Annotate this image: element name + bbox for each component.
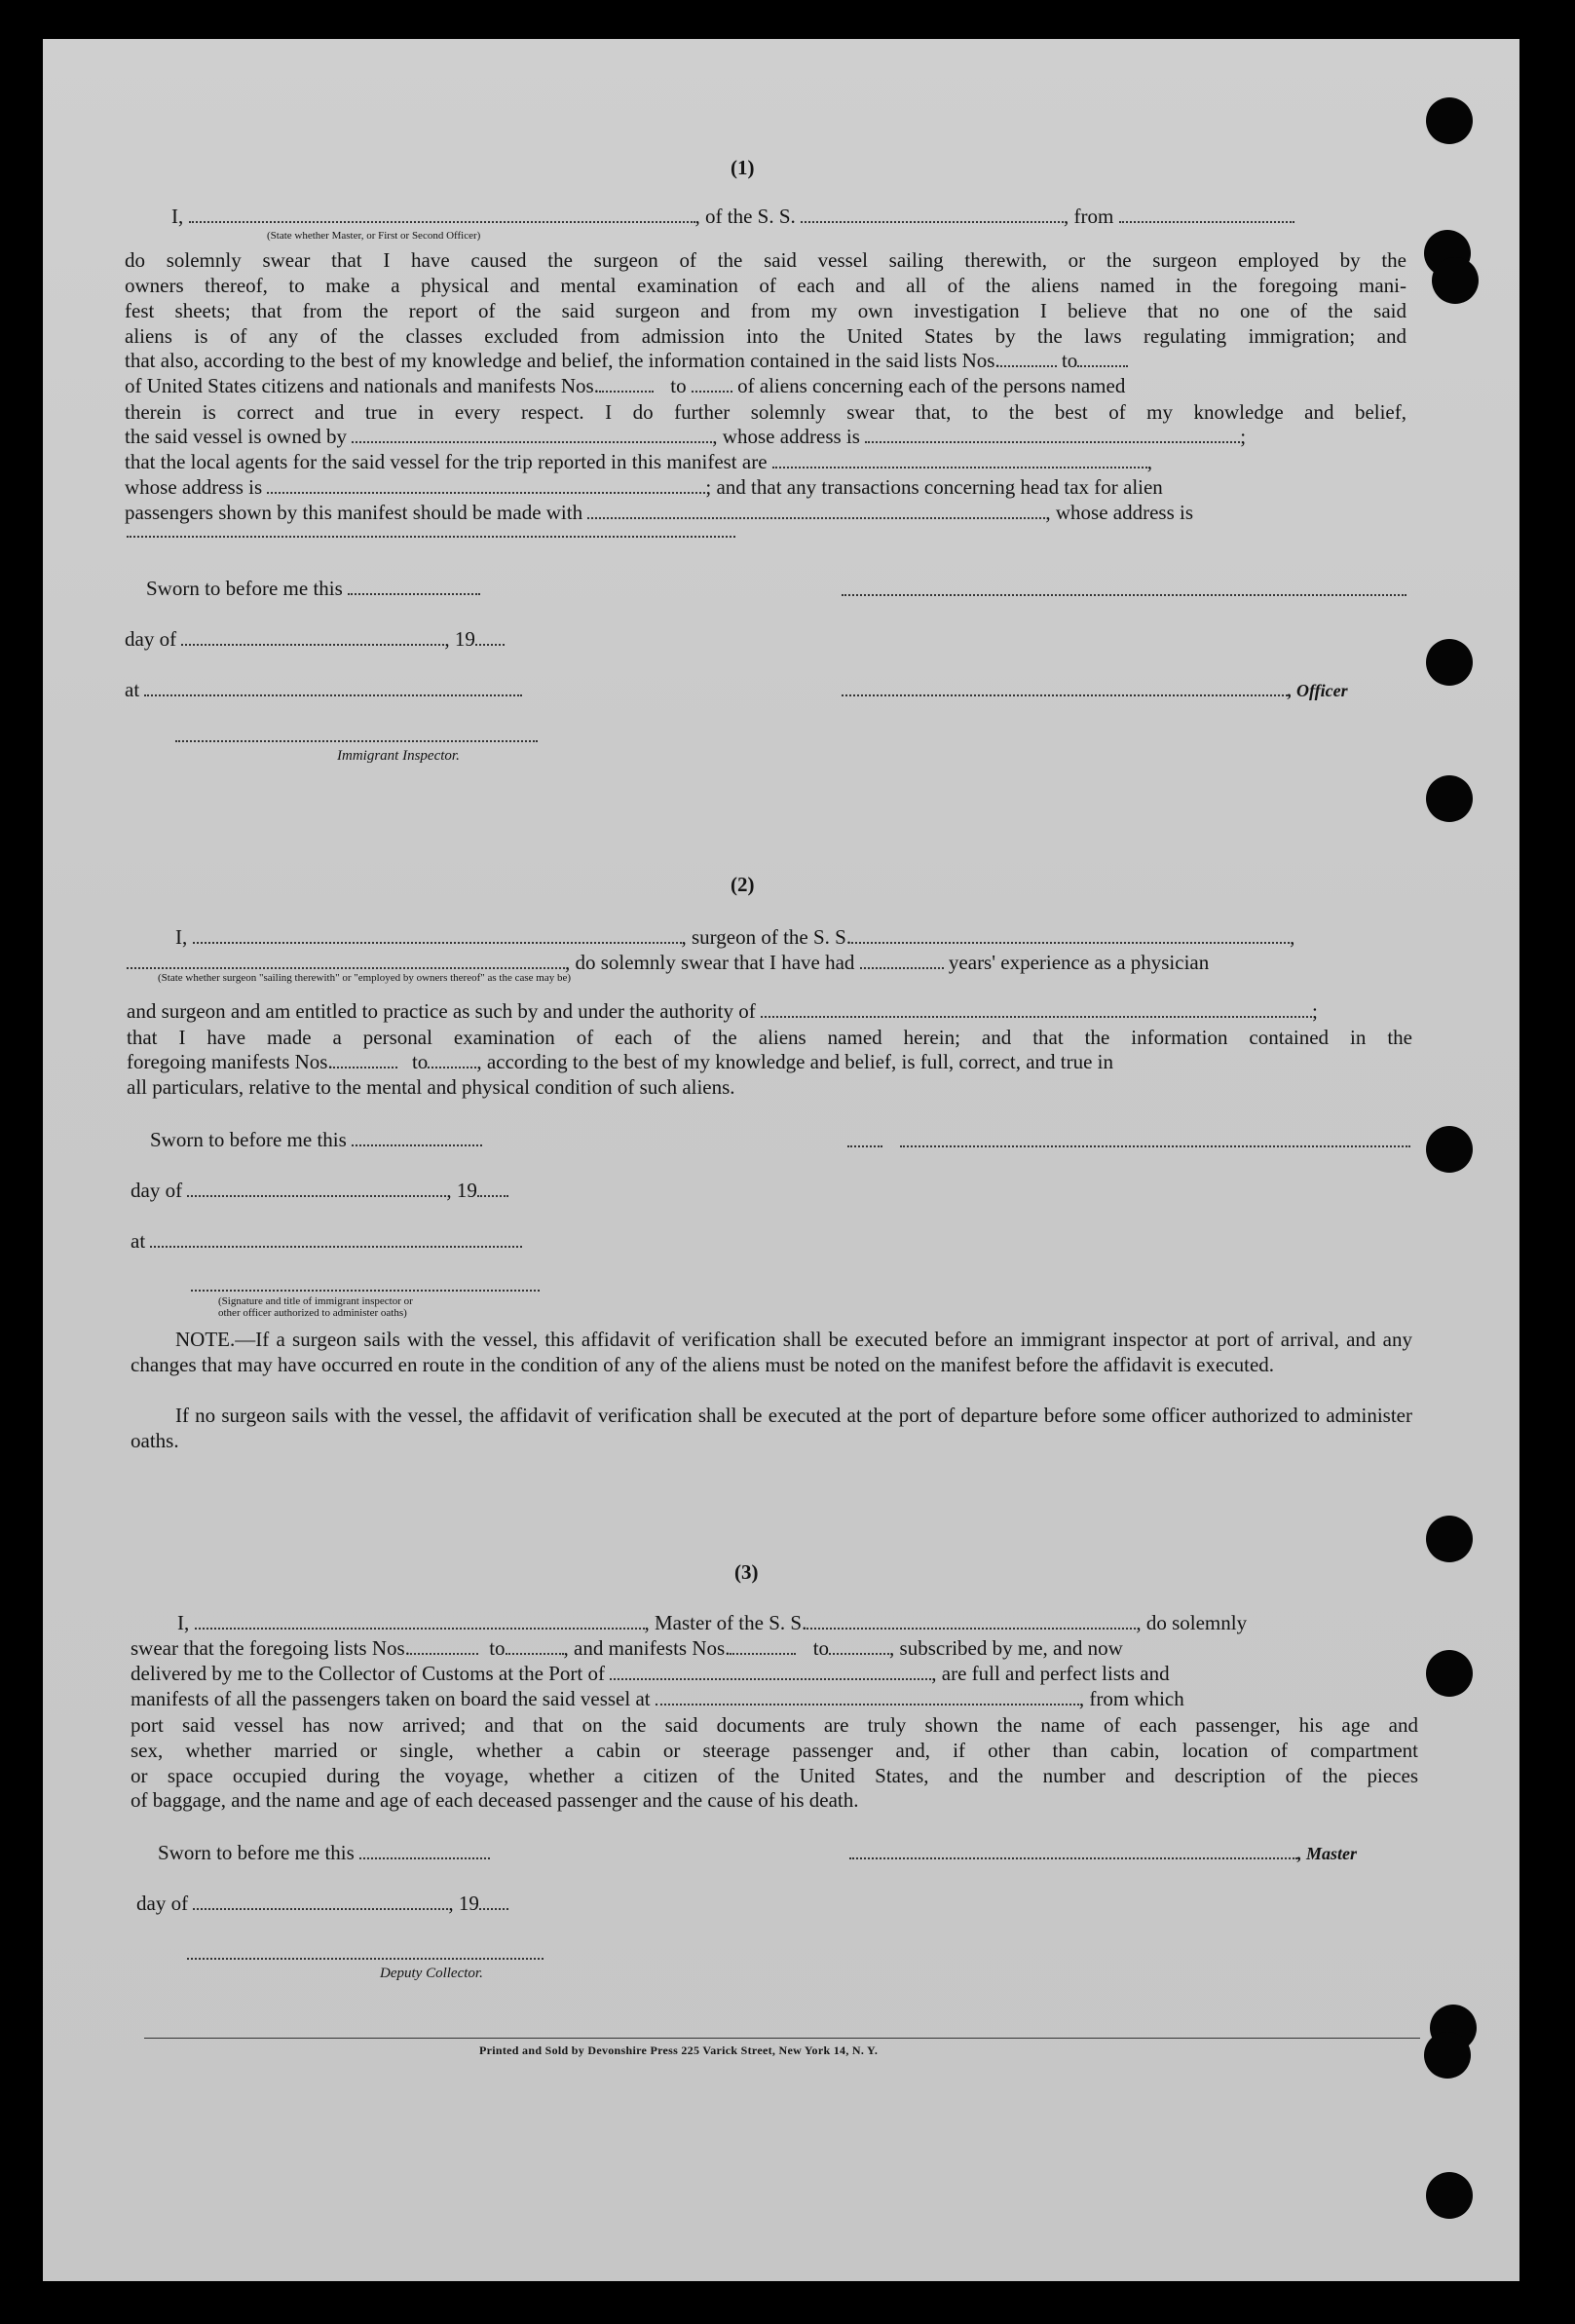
collector-signature-blank[interactable] — [187, 1958, 544, 1960]
year-blank[interactable] — [479, 1893, 508, 1910]
at-blank[interactable] — [144, 679, 522, 696]
punch-hole — [1426, 1126, 1473, 1173]
text: passengers shown by this manifest should be made with — [125, 501, 583, 524]
text: to — [411, 1050, 429, 1073]
note-text: NOTE.—If a surgeon sails with the vessel, this affidavit of verification shall be executed before an immigrant inspector at port of arrival, and any changes that may have occurred en route in the condition of any of the aliens must be noted on the manifest before the affidavit is executed. — [131, 1328, 1412, 1376]
day-blank[interactable] — [181, 628, 444, 646]
text: foregoing manifests Nos. — [127, 1050, 333, 1073]
text: day of — [131, 1179, 183, 1202]
body-line: sex, whether married or single, whether a cabin or steerage passenger and, if other than cabin, location of compartment — [131, 1739, 1418, 1762]
text: Sworn to before me this — [146, 577, 343, 600]
text: Sworn to before me this — [150, 1128, 347, 1151]
text: to — [1061, 349, 1078, 372]
text: , are full and perfect lists and — [931, 1662, 1170, 1685]
section-number: (2) — [731, 873, 755, 896]
punch-hole — [1426, 2172, 1473, 2219]
note-paragraph — [131, 1403, 1412, 1453]
text: , whose address is — [712, 425, 860, 448]
body-line: that I have made a personal examination of each of the aliens named herein; and that the information contained in the — [127, 1026, 1412, 1049]
manifests-from-blank[interactable] — [730, 1637, 796, 1655]
section-number: (3) — [734, 1560, 759, 1584]
boarding-port-blank[interactable] — [656, 1688, 1079, 1706]
text: ; — [1312, 999, 1318, 1023]
body-line: aliens is of any of the classes excluded from admission into the United States by the laws regulating immigration; and — [125, 324, 1406, 348]
text: years' experience as a physician — [948, 951, 1210, 974]
text: , surgeon of the S. S. — [681, 925, 852, 949]
form-page — [43, 39, 1519, 2281]
body-line: do solemnly swear that I have caused the surgeon of the said vessel sailing therewith, or the surgeon employed by the — [125, 248, 1406, 272]
signature-blank[interactable] — [900, 1145, 1410, 1147]
text: , do solemnly swear that I have had — [565, 951, 855, 974]
body-line: or space occupied during the voyage, whether a citizen of the United States, and the number and description of the pieces — [131, 1764, 1418, 1787]
sworn-line — [150, 1128, 482, 1151]
body-line — [125, 349, 1128, 372]
printer-imprint: Printed and Sold by Devonshire Press 225 Varick Street, New York 14, N. Y. — [479, 2043, 879, 2057]
day-line — [131, 1179, 508, 1202]
note-text: If no surgeon sails with the vessel, the affidavit of verification shall be executed at the port of departure before some officer authorized to administer oaths. — [131, 1404, 1412, 1452]
port-blank[interactable] — [610, 1663, 931, 1680]
year-blank[interactable] — [475, 628, 505, 646]
text: delivered by me to the Collector of Customs at the Port of — [131, 1662, 605, 1685]
body-line: port said vessel has now arrived; and that on the said documents are truly shown the name of each passenger, his age and — [131, 1713, 1418, 1737]
body-line — [131, 1662, 1170, 1685]
from-blank[interactable] — [1119, 206, 1294, 223]
section-number: (1) — [731, 156, 755, 179]
text: , 19 — [444, 627, 475, 651]
day-line — [125, 627, 505, 651]
year-blank[interactable] — [477, 1180, 508, 1197]
text: , according to the best of my knowledge and belief, is full, correct, and true in — [476, 1050, 1114, 1073]
owner-address-blank[interactable] — [865, 426, 1240, 443]
signature-blank[interactable] — [847, 1145, 882, 1147]
master-line — [177, 1611, 1247, 1634]
surgeon-note: (State whether surgeon "sailing therewith" or "employed by owners thereof" as the case may be) — [158, 972, 572, 984]
at-line — [125, 678, 522, 701]
manifests-from-blank[interactable] — [599, 375, 654, 393]
sworn-date-blank[interactable] — [348, 578, 480, 595]
text: , — [1146, 450, 1153, 473]
text: , Master — [1297, 1844, 1358, 1863]
manifests-to-blank[interactable] — [829, 1637, 889, 1655]
address-blank[interactable] — [127, 536, 735, 538]
lists-from-blank[interactable] — [410, 1637, 478, 1655]
text: , subscribed by me, and now — [889, 1636, 1123, 1660]
vessel-blank[interactable] — [801, 206, 1064, 223]
owner-blank[interactable] — [352, 426, 712, 443]
body-line — [127, 1050, 1113, 1073]
text: that the local agents for the said vessel for the trip reported in this manifest are — [125, 450, 768, 473]
body-line — [125, 475, 1163, 499]
lists-to-blank[interactable] — [506, 1637, 564, 1655]
text: , from which — [1078, 1687, 1184, 1710]
immigrant-inspector-label: Immigrant Inspector. — [337, 748, 460, 764]
lists-from-blank[interactable] — [1000, 350, 1057, 367]
master-name-blank[interactable] — [195, 1612, 645, 1630]
text: at — [131, 1229, 146, 1253]
head-tax-blank[interactable] — [587, 502, 1045, 519]
authority-blank[interactable] — [761, 1000, 1312, 1018]
body-line — [125, 425, 1246, 448]
text: , Officer — [1288, 681, 1348, 700]
body-line — [125, 450, 1152, 473]
punch-hole — [1432, 257, 1479, 304]
text: , 19 — [448, 1892, 479, 1915]
text: day of — [136, 1892, 189, 1915]
body-line: all particulars, relative to the mental and physical condition of such aliens. — [127, 1075, 735, 1099]
signature-note: (Signature and title of immigrant inspector or — [218, 1295, 413, 1307]
surgeon-line — [127, 951, 1209, 974]
inspector-signature-blank[interactable] — [191, 1290, 540, 1292]
text: , 19 — [446, 1179, 477, 1202]
text: , — [1290, 925, 1295, 949]
lists-to-blank[interactable] — [1077, 350, 1128, 367]
text: , do solemnly — [1136, 1611, 1248, 1634]
note-paragraph — [131, 1327, 1412, 1377]
officer-note: (State whether Master, or First or Second Officer) — [267, 230, 481, 242]
text: ; and that any transactions concerning head tax for alien — [705, 475, 1163, 499]
text: of United States citizens and nationals and manifests Nos. — [125, 374, 599, 397]
vessel-blank[interactable] — [851, 926, 1290, 944]
oath-line — [171, 205, 1294, 228]
body-line — [125, 501, 1193, 524]
vessel-blank[interactable] — [806, 1612, 1136, 1630]
punch-hole — [1426, 97, 1473, 144]
text: I, — [177, 1611, 190, 1634]
text: the said vessel is owned by — [125, 425, 348, 448]
sailing-blank[interactable] — [127, 952, 565, 969]
surgeon-line — [175, 925, 1294, 949]
text: at — [125, 678, 140, 701]
punch-hole — [1426, 775, 1473, 822]
agents-address-blank[interactable] — [267, 476, 705, 494]
text: , and manifests Nos. — [563, 1636, 731, 1660]
body-line — [127, 999, 1318, 1023]
label: I, — [171, 205, 184, 228]
text: ; — [1240, 425, 1247, 448]
body-line — [131, 1687, 1184, 1710]
day-blank[interactable] — [187, 1180, 446, 1197]
at-line — [131, 1229, 522, 1253]
body-line: owners thereof, to make a physical and mental examination of each and all of the aliens named in the foregoing mani- — [125, 274, 1406, 297]
body-line — [125, 374, 1125, 397]
deputy-collector-label: Deputy Collector. — [380, 1966, 483, 1981]
text: that also, according to the best of my knowledge and belief, the information contained in the said lists Nos. — [125, 349, 1000, 372]
master-signature-blank[interactable] — [849, 1842, 1297, 1859]
text: , Master of the S. S. — [644, 1611, 807, 1634]
text: Sworn to before me this — [158, 1841, 355, 1864]
text: , whose address is — [1045, 501, 1194, 524]
name-blank[interactable] — [189, 206, 695, 223]
sworn-date-blank[interactable] — [359, 1842, 490, 1859]
agents-blank[interactable] — [772, 451, 1147, 469]
text: to — [670, 374, 687, 397]
day-line — [136, 1892, 508, 1915]
inspector-signature-blank[interactable] — [175, 740, 538, 742]
text: to — [489, 1636, 506, 1660]
officer-line — [842, 678, 1348, 702]
body-line: fest sheets; that from the report of the said surgeon and from my own investigation I believe that no one of the said — [125, 299, 1406, 322]
text: and surgeon and am entitled to practice as such by and under the authority of — [127, 999, 756, 1023]
years-blank[interactable] — [860, 952, 944, 969]
officer-signature-blank[interactable] — [842, 679, 1288, 696]
at-blank[interactable] — [150, 1230, 522, 1248]
day-blank[interactable] — [193, 1893, 448, 1910]
signature-note: other officer authorized to administer oaths) — [218, 1307, 407, 1319]
footer-rule — [144, 2038, 1420, 2039]
master-signature-line — [849, 1841, 1357, 1865]
sworn-date-blank[interactable] — [352, 1129, 482, 1146]
text: manifests of all the passengers taken on board the said vessel at — [131, 1687, 651, 1710]
manifests-to-blank[interactable] — [692, 375, 732, 393]
sworn-line — [146, 577, 480, 600]
text: day of — [125, 627, 177, 651]
text: to — [812, 1636, 830, 1660]
manifests-from-blank[interactable] — [333, 1051, 397, 1068]
text: I, — [175, 925, 188, 949]
punch-hole — [1426, 1650, 1473, 1697]
text: swear that the foregoing lists Nos. — [131, 1636, 410, 1660]
sworn-line — [158, 1841, 490, 1864]
signature-blank[interactable] — [842, 594, 1406, 596]
manifests-to-blank[interactable] — [428, 1051, 476, 1068]
surgeon-name-blank[interactable] — [193, 926, 682, 944]
body-line: of baggage, and the name and age of each deceased passenger and the cause of his death. — [131, 1788, 859, 1812]
body-line — [131, 1636, 1123, 1660]
label: , of the S. S. — [694, 205, 796, 228]
text: of aliens concerning each of the persons named — [737, 374, 1126, 397]
punch-hole — [1426, 1516, 1473, 1562]
label: , from — [1064, 205, 1114, 228]
punch-hole — [1424, 2032, 1471, 2079]
punch-hole — [1426, 639, 1473, 686]
text: whose address is — [125, 475, 263, 499]
body-line: therein is correct and true in every respect. I do further solemnly swear that, to the best of my knowledge and belief, — [125, 400, 1406, 424]
